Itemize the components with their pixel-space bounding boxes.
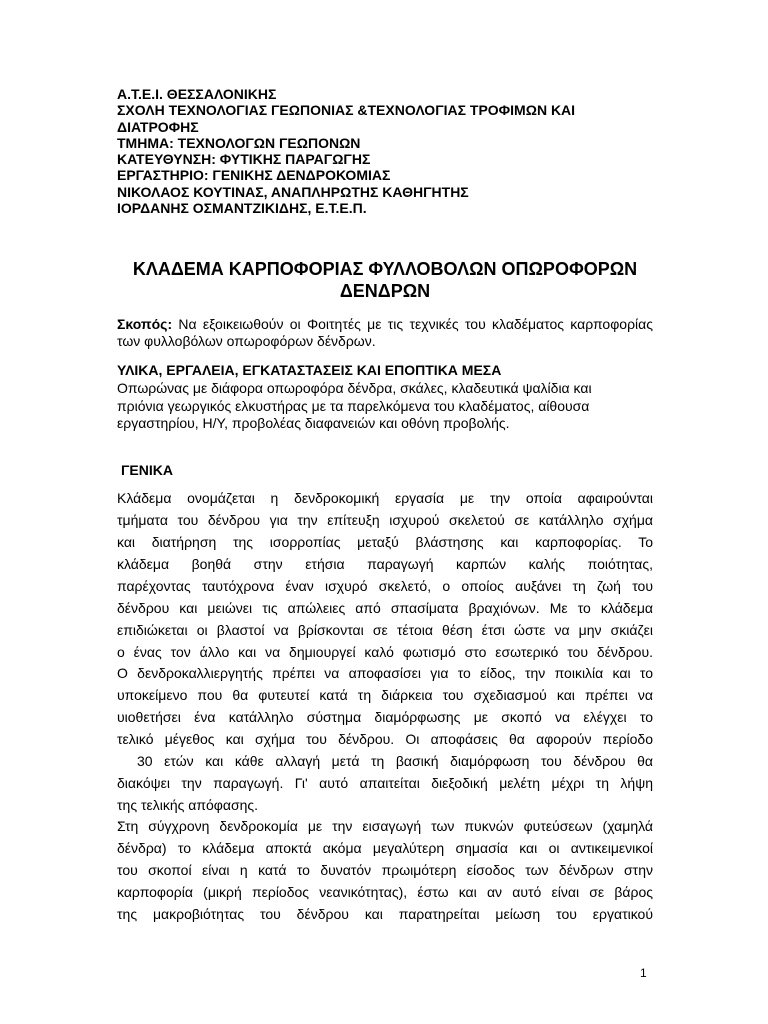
- header-line: ΣΧΟΛΗ ΤΕΧΝΟΛΟΓΙΑΣ ΓΕΩΠΟΝΙΑΣ &ΤΕΧΝΟΛΟΓΙΑΣ ΤΡΟΦΙΜΩΝ ΚΑΙ: [117, 102, 576, 119]
- header-line: ΤΜΗΜΑ: ΤΕΧΝΟΛΟΓΩΝ ΓΕΩΠΟΝΩΝ: [117, 134, 361, 151]
- document-title: [117, 258, 653, 302]
- paragraph-line: διακόψει την παραγωγή. Γι' αυτό απαιτείται διεξοδική μελέτη μέχρι τη λήψη: [117, 775, 653, 791]
- general-paragraph-2: [117, 662, 653, 816]
- materials-text: [117, 380, 653, 433]
- paragraph-line: της τελικής απόφασης.: [117, 797, 259, 813]
- purpose-label: Σκοπός:: [117, 316, 173, 332]
- header-line: ΚΑΤΕΥΘΥΝΣΗ: ΦΥΤΙΚΗΣ ΠΑΡΑΓΩΓΗΣ: [117, 151, 371, 168]
- paragraph-line: της μακροβιότητας του δένδρου και παρατηρείται μείωση του εργατικού: [117, 906, 653, 922]
- paragraph-line: επιδιώκεται οι βλαστοί να βρίσκονται σε τέτοια θέση έτσι ώστε να μην σκιάζει: [117, 622, 653, 638]
- paragraph-line: και διατήρηση της ισορροπίας μεταξύ βλάστησης και καρποφορίας. Το: [117, 534, 653, 550]
- paragraph-line: τμήματα του δένδρου για την επίτευξη ισχυρού σκελετού σε κατάλληλο σχήμα: [117, 512, 653, 528]
- general-paragraph-1: [117, 487, 653, 663]
- paragraph-line: δένδρου και μειώνει τις απώλειες από σπασίματα βραχιόνων. Με το κλάδεμα: [117, 600, 653, 616]
- paragraph-line: 30 ετών και κάθε αλλαγή μετά τη βασική διαμόρφωση του δένδρου θα: [137, 753, 653, 769]
- purpose-text: Να εξοικειωθούν οι Φοιτητές με τις τεχνικές του κλαδέματος καρποφορίας των φυλλοβόλων οπωροφόρων δένδρων.: [117, 316, 653, 349]
- paragraph-line: καρποφορία (μικρή περίοδος νεανικότητας), έστω και αν αυτό είναι σε βάρος: [117, 884, 653, 900]
- page-number: 1: [640, 966, 647, 980]
- institution-header: [117, 86, 657, 216]
- paragraph-line: Ο δενδροκαλλιεργητής πρέπει να αποφασίσει για το είδος, την ποικιλία και το: [117, 665, 653, 681]
- general-paragraph-3: [117, 815, 653, 925]
- materials-line: Οπωρώνας με διάφορα οπωροφόρα δένδρα, σκάλες, κλαδευτικά ψαλίδια και: [117, 380, 592, 396]
- document-title-line2: ΔΕΝΔΡΩΝ: [339, 281, 431, 301]
- header-line: Α.Τ.Ε.Ι. ΘΕΣΣΑΛΟΝΙΚΗΣ: [117, 86, 277, 102]
- header-line: ΝΙΚΟΛΑΟΣ ΚΟΥΤΙΝΑΣ, ΑΝΑΠΛΗΡΩΤΗΣ ΚΑΘΗΓΗΤΗΣ: [117, 183, 469, 200]
- paragraph-line: Στη σύγχρονη δενδροκομία με την εισαγωγή των πυκνών φυτεύσεων (χαμηλά: [117, 818, 653, 834]
- paragraph-line: δένδρα) το κλάδεμα αποκτά ακόμα μεγαλύτερη σημασία και οι αντικειμενικοί: [117, 840, 653, 856]
- materials-heading: ΥΛΙΚΑ, ΕΡΓΑΛΕΙΑ, ΕΓΚΑΤΑΣΤΑΣΕΙΣ ΚΑΙ ΕΠΟΠΤΙΚΑ ΜΕΣΑ: [117, 362, 502, 378]
- paragraph-line: τελικό μέγεθος και σχήμα του δένδρου. Οι αποφάσεις θα αφορούν περίοδο: [117, 731, 653, 747]
- paragraph-line: υποκείμενο που θα φυτευτεί κατά τη διάρκεια του σχεδιασμού και πρέπει να: [117, 687, 653, 703]
- paragraph-line: υιοθετήσει ένα κατάλληλο σύστημα διαμόρφωσης με σκοπό να ελέγχει το: [117, 709, 653, 725]
- header-line: ΙΟΡΔΑΝΗΣ ΟΣΜΑΝΤΖΙΚΙΔΗΣ, Ε.Τ.Ε.Π.: [117, 200, 367, 217]
- paragraph-line: ο ένας τον άλλο και να δημιουργεί καλό φωτισμό στο εσωτερικό του δένδρου.: [117, 644, 653, 660]
- paragraph-line: Κλάδεμα ονομάζεται η δενδροκομική εργασία με την οποία αφαιρούνται: [117, 490, 653, 506]
- header-line: ΔΙΑΤΡΟΦΗΣ: [117, 118, 199, 135]
- purpose-section: [117, 316, 653, 349]
- materials-line: πριόνια γεωργικός ελκυστήρας με τα παρελκόμενα του κλαδέματος, αίθουσα: [117, 397, 590, 414]
- paragraph-line: κλάδεμα βοηθά στην ετήσια παραγωγή καρπών καλής ποιότητας,: [117, 556, 653, 572]
- paragraph-line: του σκοποί είναι η κατά το δυνατόν πρωιμότερη είσοδος των δένδρων στην: [117, 862, 653, 878]
- paragraph-line: παρέχοντας ταυτόχρονα έναν ισχυρό σκελετό, ο οποίος αυξάνει τη ζωή του: [117, 578, 653, 594]
- header-line: ΕΡΓΑΣΤΗΡΙΟ: ΓΕΝΙΚΗΣ ΔΕΝΔΡΟΚΟΜΙΑΣ: [117, 167, 391, 184]
- document-title-line1: ΚΛΑΔΕΜΑ ΚΑΡΠΟΦΟΡΙΑΣ ΦΥΛΛΟΒΟΛΩΝ ΟΠΩΡΟΦΟΡΩΝ: [132, 259, 638, 279]
- general-heading: ΓΕΝΙΚΑ: [121, 462, 173, 478]
- materials-line: εργαστηρίου, Η/Υ, προβολέας διαφανειών και οθόνη προβολής.: [117, 415, 510, 431]
